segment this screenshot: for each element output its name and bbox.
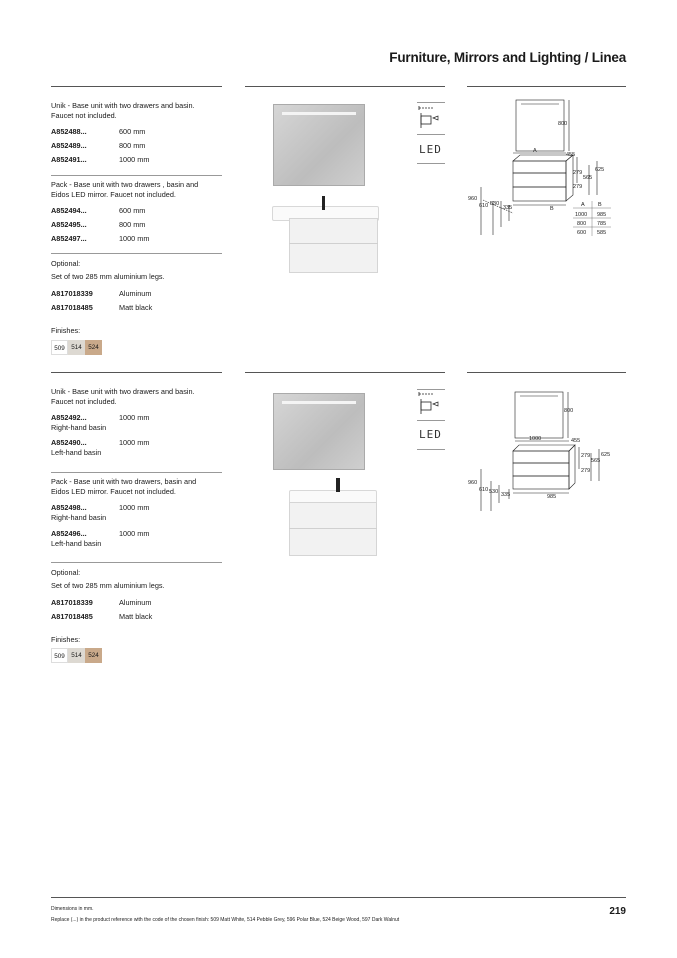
divider <box>417 389 445 390</box>
dimension-diagram <box>465 95 630 240</box>
product-description: Unik - Base unit with two drawers and basin. Faucet not included. <box>51 387 195 406</box>
table-cell: 985 <box>597 212 607 218</box>
optional-description: Set of two 285 mm aluminium legs. <box>51 581 165 590</box>
dim-625: 625 <box>595 167 605 173</box>
optional-description: Set of two 285 mm aluminium legs. <box>51 272 165 281</box>
wall-mounted-icon <box>417 392 445 418</box>
table-cell: 585 <box>597 230 607 236</box>
dim-985: 985 <box>547 494 557 500</box>
drawer-divider <box>289 243 378 244</box>
footer-note: Replace (...) in the product reference with the code of the chosen finish: 509 Matt White, 514 Pebble Grey, 596 Polar Blue, 524 Beige Wood, 597 Dark Walnut <box>51 917 400 923</box>
finish-swatch-514: 514 <box>68 340 85 355</box>
cabinet-image <box>289 218 378 273</box>
led-mirror-image <box>273 104 365 186</box>
divider <box>245 86 445 87</box>
divider <box>417 420 445 421</box>
dim-width: 1000 <box>529 436 542 442</box>
dim-279b: 279 <box>581 468 591 474</box>
pack-description: Pack - Base unit with two drawers, basin and Eidos LED mirror. Faucet not included. <box>51 477 197 496</box>
divider <box>51 86 222 87</box>
dim-depth: 455 <box>566 152 576 158</box>
faucet-image <box>322 196 325 210</box>
faucet-image <box>336 478 340 492</box>
optional-label: Optional: <box>51 568 81 577</box>
page-title: Furniture, Mirrors and Lighting / Linea <box>389 50 626 65</box>
table-head-a: A <box>581 202 585 208</box>
divider <box>417 134 445 135</box>
divider <box>51 253 222 254</box>
dim-b: B <box>550 206 554 212</box>
drawer-divider <box>289 528 377 529</box>
table-cell: 600 <box>577 230 587 236</box>
dim-a: A <box>533 148 537 154</box>
finishes-label: Finishes: <box>51 635 81 644</box>
dim-mirror-height: 800 <box>564 408 574 414</box>
table-head-b: B <box>598 202 602 208</box>
led-mirror-image <box>273 393 365 470</box>
dim-625: 625 <box>601 452 611 458</box>
footer-note: Dimensions in mm. <box>51 906 94 912</box>
footer-divider <box>51 897 626 898</box>
divider <box>51 372 222 373</box>
finish-swatch-509: 509 <box>51 648 68 663</box>
dim-610: 610 <box>479 203 489 209</box>
dim-565: 565 <box>583 175 593 181</box>
finish-swatch-509: 509 <box>51 340 68 355</box>
dim-610: 610 <box>479 487 489 493</box>
divider <box>467 372 626 373</box>
dim-depth: 455 <box>571 438 581 444</box>
finish-swatch-524: 524 <box>85 648 102 663</box>
divider <box>417 102 445 103</box>
page-number: 219 <box>609 906 626 917</box>
dim-335: 335 <box>501 492 511 498</box>
dim-279a: 279 <box>573 170 583 176</box>
product-description: Unik - Base unit with two drawers and basin. Faucet not included. <box>51 101 195 120</box>
table-cell: 1000 <box>575 212 588 218</box>
dim-279a: 279 <box>581 453 591 459</box>
dimension-diagram <box>465 385 630 515</box>
wall-mounted-icon <box>417 106 445 132</box>
led-icon: LED <box>419 143 442 156</box>
dim-530: 530 <box>489 489 499 495</box>
dim-960: 960 <box>468 480 478 486</box>
finish-swatch-514: 514 <box>68 648 85 663</box>
dim-565: 565 <box>591 458 601 464</box>
led-icon: LED <box>419 428 442 441</box>
finish-swatch-524: 524 <box>85 340 102 355</box>
optional-label: Optional: <box>51 259 81 268</box>
dim-mirror-height: 800 <box>558 121 568 127</box>
divider <box>51 562 222 563</box>
divider <box>467 86 626 87</box>
dim-279b: 279 <box>573 184 583 190</box>
divider <box>417 449 445 450</box>
dim-530: 530 <box>490 201 500 207</box>
divider <box>245 372 445 373</box>
divider <box>51 175 222 176</box>
dim-960: 960 <box>468 196 478 202</box>
table-cell: 785 <box>597 221 607 227</box>
divider <box>417 163 445 164</box>
pack-description: Pack - Base unit with two drawers , basin and Eidos LED mirror. Faucet not included. <box>51 180 199 199</box>
finishes-label: Finishes: <box>51 326 81 335</box>
dim-335: 335 <box>503 205 513 211</box>
cabinet-image <box>289 502 377 556</box>
table-cell: 800 <box>577 221 587 227</box>
divider <box>51 472 222 473</box>
